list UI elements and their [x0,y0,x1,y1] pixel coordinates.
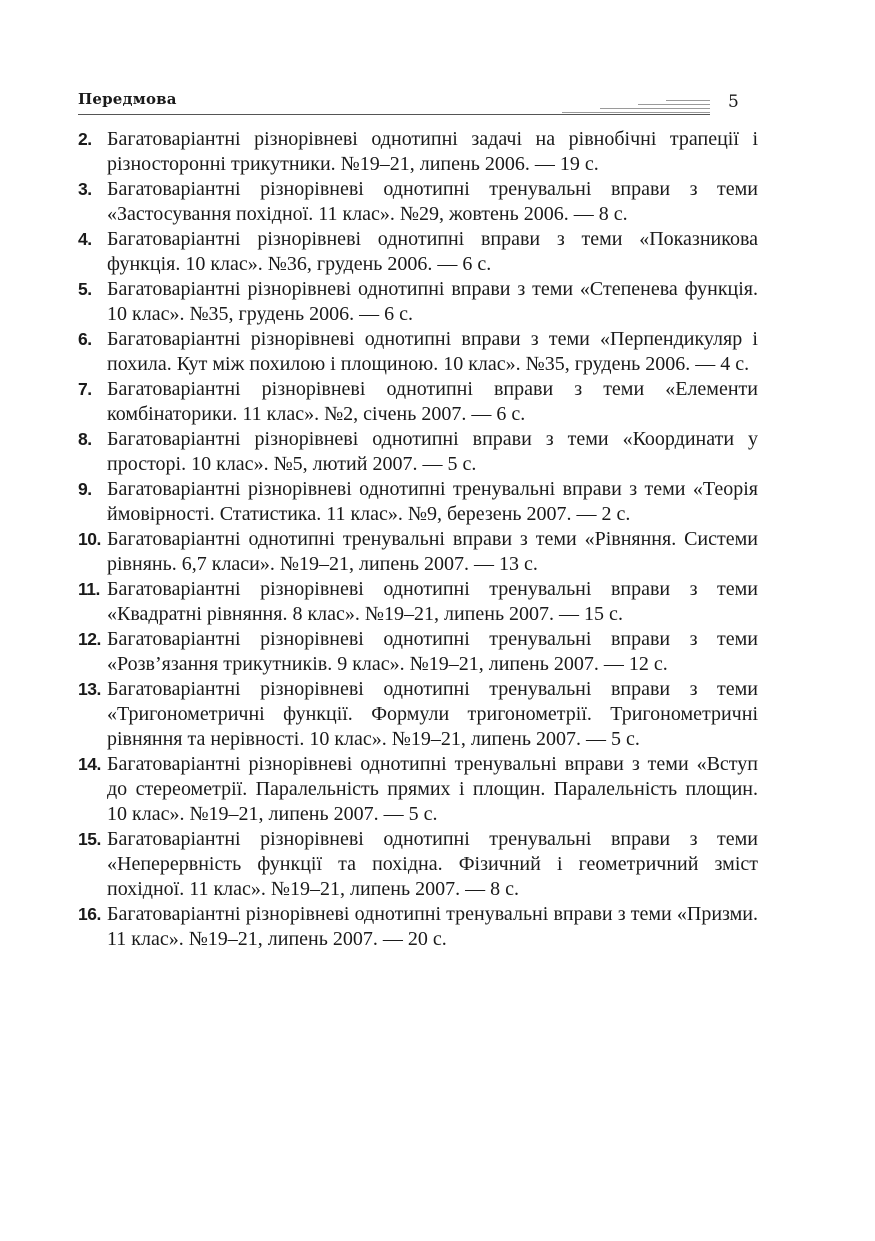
list-item [78,902,758,952]
item-number: 3. [78,179,92,199]
item-number: 13. [78,679,101,699]
item-number: 4. [78,229,92,249]
item-number: 16. [78,904,101,924]
list-item [78,527,758,577]
item-text: Багатоваріантні різнорівневі однотипні тренувальні вправи з теми «Вступ до стереометрії. Паралельність прямих і площин. Паралельність площин. 10 клас». №19–21, липень 2007. — 5 с. [107,753,758,825]
list-item [78,177,758,227]
list-item [78,677,758,752]
item-text: Багатоваріантні різнорівневі однотипні тренувальні вправи з теми «Застосування похідної. 11 клас». №29, жовтень 2006. — 8 с. [107,178,758,225]
publication-list [78,127,758,952]
list-item [78,377,758,427]
item-number: 11. [78,579,100,599]
list-item [78,427,758,477]
item-number: 12. [78,629,101,649]
item-text: Багатоваріантні різнорівневі однотипні вправи з теми «Елементи комбінаторики. 11 клас». №2, січень 2007. — 6 с. [107,378,758,425]
header-rule [78,114,710,115]
item-number: 14. [78,754,101,774]
item-number: 7. [78,379,92,399]
item-number: 6. [78,329,92,349]
list-item [78,577,758,627]
item-number: 9. [78,479,92,499]
list-item [78,627,758,677]
item-number: 8. [78,429,92,449]
item-text: Багатоваріантні різнорівневі однотипні вправи з теми «Перпендикуляр і похила. Кут між похилою і площиною. 10 клас». №35, грудень 2006. — 4 с. [107,328,758,375]
list-item [78,752,758,827]
item-number: 10. [78,529,101,549]
item-text: Багатоваріантні різнорівневі однотипні тренувальні вправи з теми «Тригонометричні функції. Формули тригонометрії. Тригонометричні рівняння та нерівності. 10 клас». №19–21, липень 2007. — 5 с. [107,678,758,750]
item-number: 2. [78,129,92,149]
list-item [78,227,758,277]
item-text: Багатоваріантні різнорівневі однотипні тренувальні вправи з теми «Квадратні рівняння. 8 клас». №19–21, липень 2007. — 15 с. [107,578,758,625]
item-text: Багатоваріантні однотипні тренувальні вправи з теми «Рівняння. Системи рівнянь. 6,7 класи». №19–21, липень 2007. — 13 с. [107,528,758,575]
list-item [78,127,758,177]
item-text: Багатоваріантні різнорівневі однотипні вправи з теми «Степенева функція. 10 клас». №35, грудень 2006. — 6 с. [107,278,758,325]
item-text: Багатоваріантні різнорівневі однотипні тренувальні вправи з теми «Неперервність функції та похідна. Фізичний і геометричний зміст похідної. 11 клас». №19–21, липень 2007. — 8 с. [107,828,758,900]
page-number: 5 [728,92,739,112]
list-item [78,277,758,327]
item-text: Багатоваріантні різнорівневі однотипні вправи з теми «Показникова функція. 10 клас». №36, грудень 2006. — 6 с. [107,228,758,275]
item-text: Багатоваріантні різнорівневі однотипні задачі на рівнобічні трапеції і різносторонні трикутники. №19–21, липень 2006. — 19 с. [107,128,758,175]
list-item [78,327,758,377]
header-decorative-lines [562,100,710,114]
running-header [78,90,758,120]
item-text: Багатоваріантні різнорівневі однотипні тренувальні вправи з теми «Теорія ймовірності. Статистика. 11 клас». №9, березень 2007. — 2 с. [107,478,758,525]
item-number: 5. [78,279,92,299]
item-number: 15. [78,829,101,849]
item-text: Багатоваріантні різнорівневі однотипні вправи з теми «Координати у просторі. 10 клас». №5, лютий 2007. — 5 с. [107,428,758,475]
list-item [78,827,758,902]
item-text: Багатоваріантні різнорівневі однотипні тренувальні вправи з теми «Розв’язання трикутників. 9 клас». №19–21, липень 2007. — 12 с. [107,628,758,675]
section-title: Передмова [78,90,177,108]
list-item [78,477,758,527]
item-text: Багатоваріантні різнорівневі однотипні тренувальні вправи з теми «Призми. 11 клас». №19–21, липень 2007. — 20 с. [107,903,758,950]
